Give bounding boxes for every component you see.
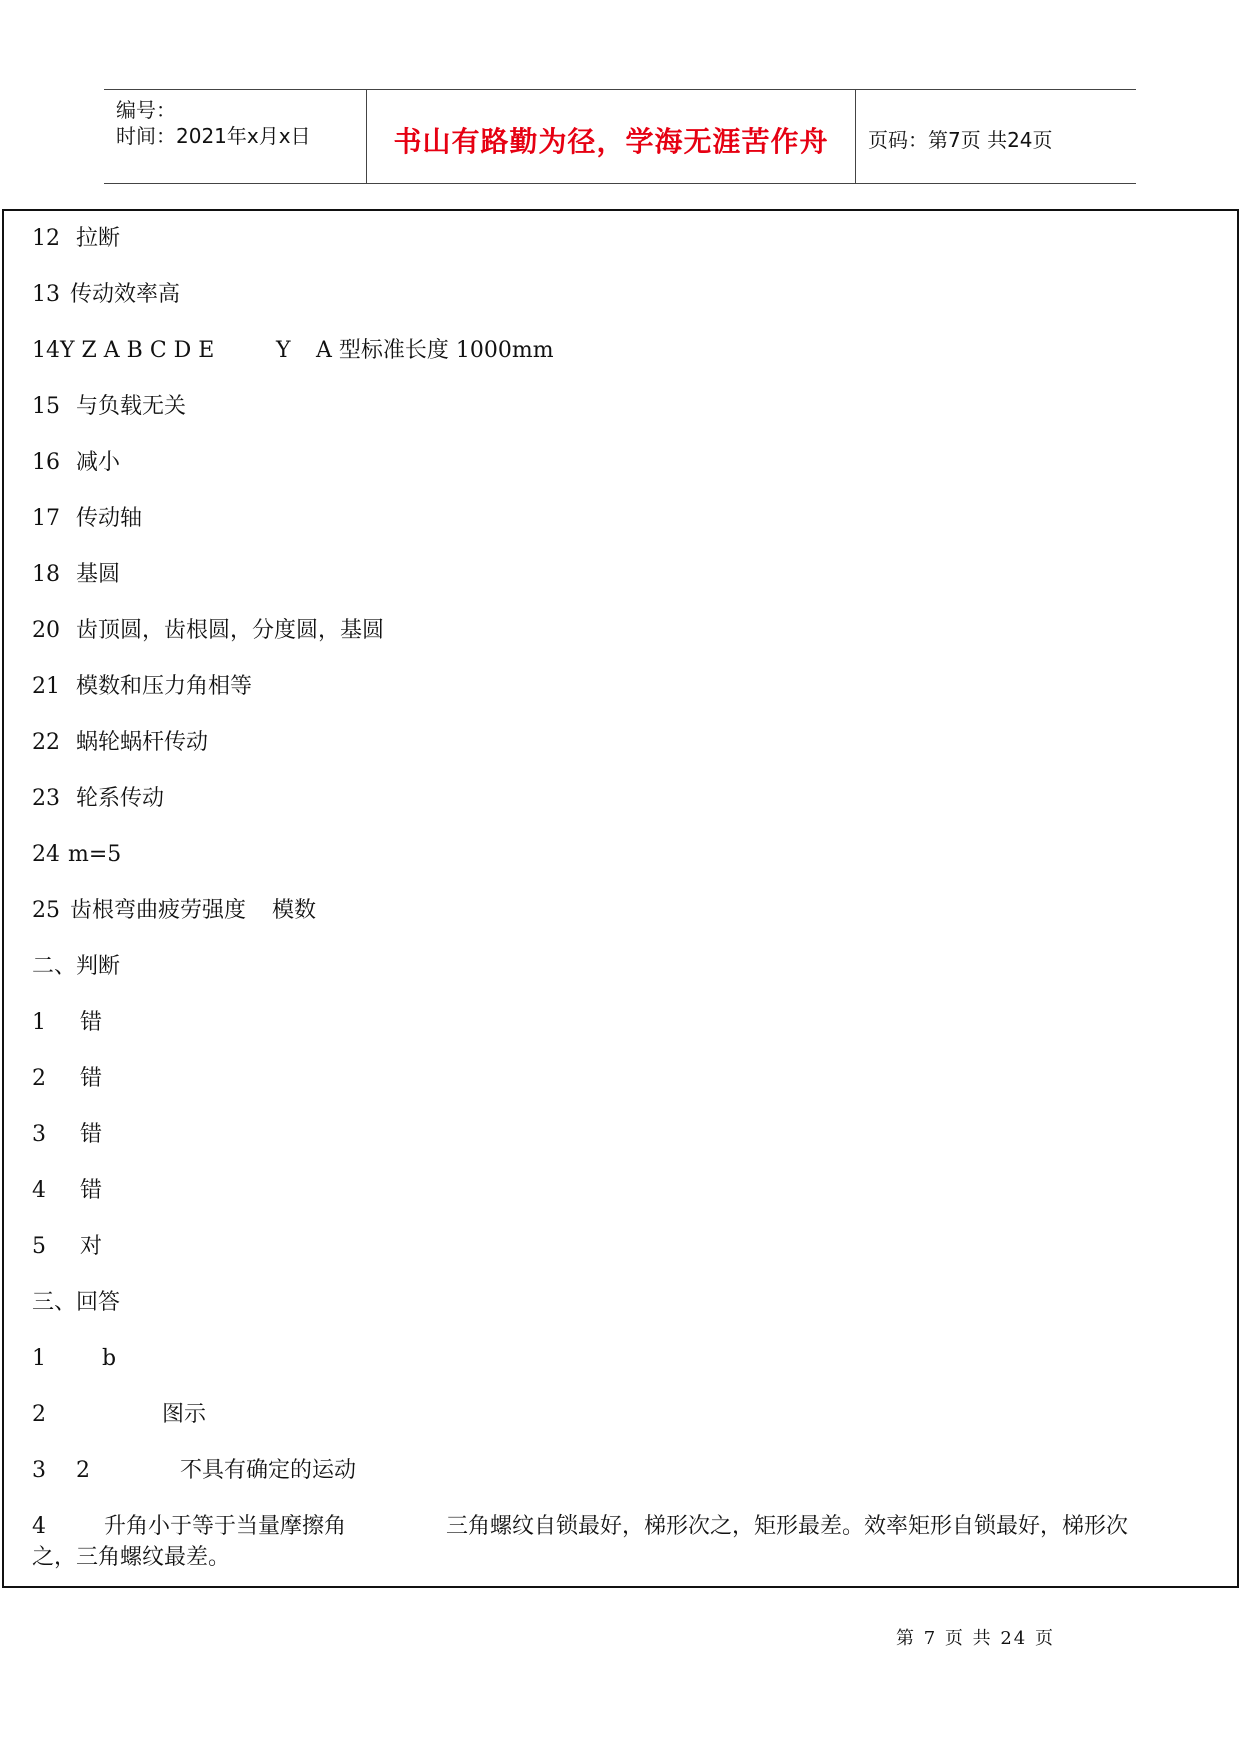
item-text: 图示 [162,1402,207,1427]
item-number: 5 [32,1234,46,1259]
item-text: 传动轴 [76,506,143,531]
item-text: 错 [80,1010,103,1035]
item-number: 2 [32,1066,46,1091]
item-text: b [102,1346,117,1371]
item-number: 3 [32,1458,46,1483]
item-text: 不具有确定的运动 [180,1458,357,1483]
item-number: 18 [32,562,60,587]
item-text: Y [276,338,291,363]
item-number: 25 [32,898,60,923]
item-text: 错 [80,1066,103,1091]
item-number: 4 [32,1178,46,1203]
item-number: 21 [32,674,60,699]
item-text: 模数和压力角相等 [76,674,253,699]
item-text: 与负载无关 [76,394,187,419]
motto-text: 书山有路勤为径，学海无涯苦作舟 [393,125,829,158]
item-text: 拉断 [76,226,121,251]
item-text: 蜗轮蜗杆传动 [76,730,209,755]
page-header [104,89,1136,184]
section-heading-judge: 二、判断 [32,954,121,979]
item-number: 24 [32,842,60,867]
item-number: 12 [32,226,60,251]
time-label: 时间：2021年x月x日 [116,124,311,148]
item-number: 23 [32,786,60,811]
item-number: 17 [32,506,60,531]
item-number: 15 [32,394,60,419]
item-text: 传动效率高 [70,282,181,307]
number-label: 编号： [116,98,176,122]
item-text: m=5 [68,842,122,867]
item-number: 3 [32,1122,46,1147]
item-number: 16 [32,450,60,475]
header-page-cell [856,90,1136,183]
answer-box [2,209,1239,1588]
item-text: A 型标准长度 1000mm [316,338,554,363]
item-text: 齿根弯曲疲劳强度 [70,898,247,923]
item-text: 2 [76,1458,90,1483]
item-number: 22 [32,730,60,755]
item-text: 三角螺纹自锁最好，梯形次之，矩形最差。效率矩形自锁最好，梯形次 [446,1514,1129,1539]
item-text: Y Z A B C D E [60,338,215,363]
item-number: 1 [32,1010,46,1035]
section-heading-answer: 三、回答 [32,1290,121,1315]
item-text: 错 [80,1122,103,1147]
item-number: 4 [32,1514,46,1539]
item-text: 轮系传动 [76,786,165,811]
item-number: 2 [32,1402,46,1427]
item-text: 减小 [76,450,121,475]
item-text: 基圆 [76,562,121,587]
page-label: 页码：第7页 共24页 [868,128,1053,152]
item-number: 13 [32,282,60,307]
item-text: 升角小于等于当量摩擦角 [104,1514,347,1539]
item-text: 错 [80,1178,103,1203]
page-footer: 第 7 页 共 24 页 [896,1628,1055,1649]
item-number: 14 [32,338,60,363]
item-text: 齿顶圆，齿根圆，分度圆，基圆 [76,618,385,643]
item-text: 对 [80,1234,103,1259]
header-motto-cell [366,90,856,183]
item-text: 模数 [272,898,317,923]
header-info-cell [104,90,366,183]
item-number: 1 [32,1346,46,1371]
item-number: 20 [32,618,60,643]
answer-q4-continued: 之，三角螺纹最差。 [32,1545,231,1570]
